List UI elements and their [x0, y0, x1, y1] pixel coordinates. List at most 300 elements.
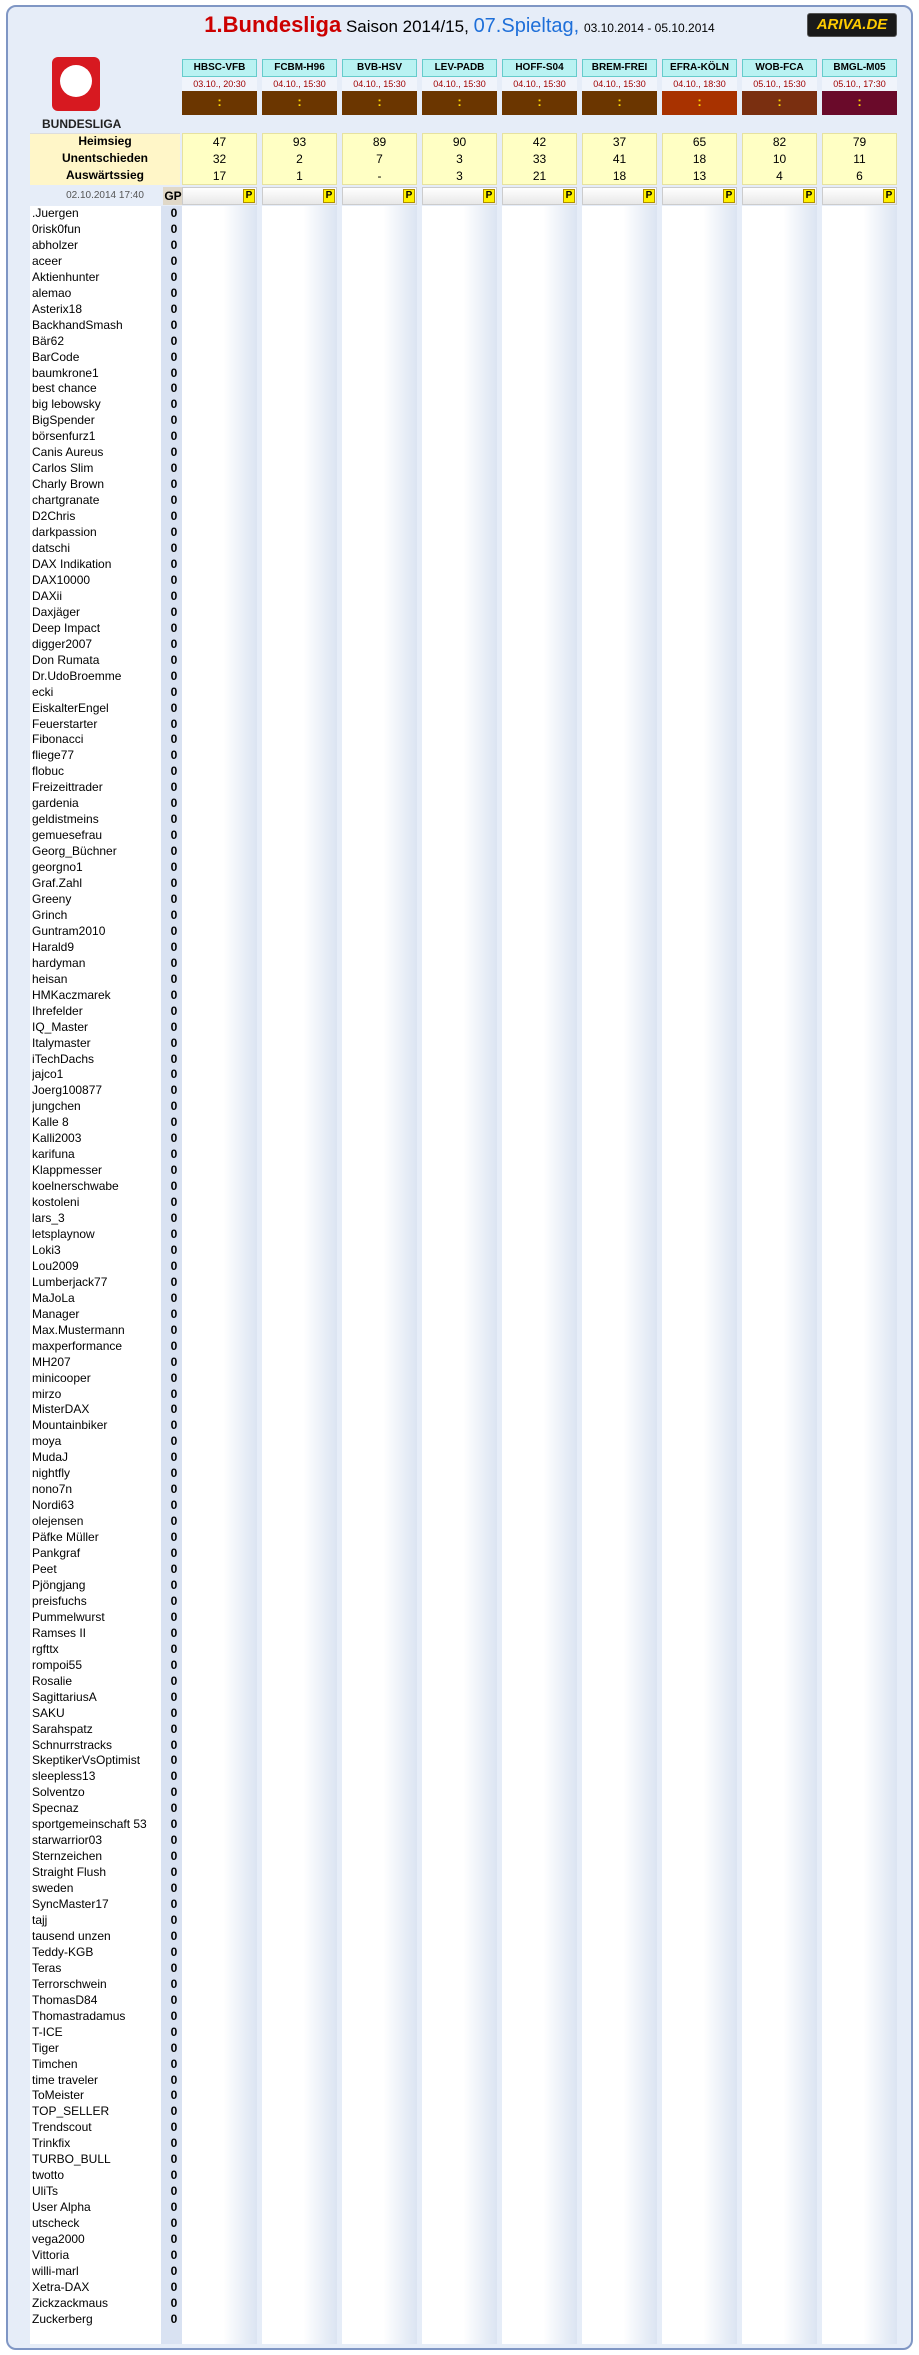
gp-value: 0 — [170, 1083, 178, 1098]
player-name[interactable]: georgno1 — [32, 860, 83, 875]
draw-count: 2 — [296, 152, 303, 166]
gp-value: 0 — [170, 2279, 178, 2294]
match-name[interactable]: FCBM-H96 — [262, 59, 337, 77]
gp-value: 0 — [170, 1546, 178, 1561]
match-header — [742, 59, 817, 127]
gp-value: 0 — [170, 1673, 178, 1688]
player-name[interactable]: flobuc — [32, 764, 65, 779]
gp-value: 0 — [170, 2232, 178, 2247]
draw-count: 3 — [456, 152, 463, 166]
player-name[interactable]: Sternzeichen — [32, 1849, 103, 1864]
gp-value: 0 — [170, 541, 178, 556]
player-name[interactable]: time traveler — [32, 2072, 99, 2087]
player-name[interactable]: gardenia — [32, 796, 79, 811]
match-result: : — [822, 91, 897, 115]
gp-value: 0 — [170, 1402, 178, 1417]
match-result: : — [182, 91, 257, 115]
player-name[interactable]: Bär62 — [32, 333, 65, 348]
player-name[interactable]: sleepless13 — [32, 1769, 96, 1784]
gp-value: 0 — [170, 1258, 178, 1273]
match-header — [822, 59, 897, 127]
gp-value: 0 — [170, 2040, 178, 2055]
gp-value: 0 — [170, 381, 178, 396]
player-name[interactable]: Terrorschwein — [32, 1976, 107, 1991]
player-name[interactable]: baumkrone1 — [32, 365, 99, 380]
match-header — [342, 59, 417, 127]
gp-value: 0 — [170, 1131, 178, 1146]
away-win-count: 3 — [456, 169, 463, 183]
points-icon[interactable]: P — [323, 189, 335, 203]
player-name[interactable]: tausend unzen — [32, 1928, 111, 1943]
player-name[interactable]: Fibonacci — [32, 732, 84, 747]
soccer-ball-icon — [60, 65, 92, 97]
draw-count: 32 — [212, 152, 227, 166]
gp-value: 0 — [170, 1912, 178, 1927]
gp-value: 0 — [170, 477, 178, 492]
gp-value: 0 — [170, 1434, 178, 1449]
gp-value: 0 — [170, 796, 178, 811]
gp-value: 0 — [170, 1211, 178, 1226]
gp-value: 0 — [170, 1897, 178, 1912]
gp-value: 0 — [170, 2120, 178, 2135]
player-name[interactable]: iTechDachs — [32, 1051, 95, 1066]
match-date: 04.10., 15:30 — [422, 77, 497, 91]
gp-value: 0 — [170, 1976, 178, 1991]
gp-value: 0 — [170, 2200, 178, 2215]
player-name[interactable]: DAX10000 — [32, 572, 91, 587]
player-name[interactable]: jajco1 — [32, 1067, 64, 1082]
gp-value: 0 — [170, 509, 178, 524]
player-name[interactable]: Loki3 — [32, 1242, 61, 1257]
player-name[interactable]: ecki — [32, 684, 54, 699]
player-name[interactable]: nono7n — [32, 1482, 73, 1497]
player-name[interactable]: SAKU — [32, 1705, 65, 1720]
gp-value: 0 — [170, 891, 178, 906]
player-name[interactable]: heisan — [32, 971, 68, 986]
gp-value: 0 — [170, 1657, 178, 1672]
player-name[interactable]: preisfuchs — [32, 1593, 87, 1608]
player-name[interactable]: Pummelwurst — [32, 1609, 105, 1624]
player-name[interactable]: rompoi55 — [32, 1657, 83, 1672]
match-header — [262, 59, 337, 127]
player-name[interactable]: digger2007 — [32, 636, 93, 651]
gp-value: 0 — [170, 1944, 178, 1959]
player-name[interactable]: Asterix18 — [32, 301, 83, 316]
player-name[interactable]: datschi — [32, 541, 71, 556]
home-win-count: 42 — [532, 135, 547, 149]
home-win-count: 90 — [452, 135, 467, 149]
gp-value: 0 — [170, 1960, 178, 1975]
player-name[interactable]: Daxjäger — [32, 604, 81, 619]
match-name[interactable]: BREM-FREI — [582, 59, 657, 77]
match-column-bg — [662, 206, 737, 2344]
player-name[interactable]: hardyman — [32, 955, 86, 970]
player-name[interactable]: Kalli2003 — [32, 1131, 82, 1146]
gp-value: 0 — [170, 668, 178, 683]
gp-value: 0 — [170, 1562, 178, 1577]
player-name[interactable]: utscheck — [32, 2216, 80, 2231]
gp-value: 0 — [170, 525, 178, 540]
gp-value: 0 — [170, 333, 178, 348]
gp-value: 0 — [170, 700, 178, 715]
gp-value: 0 — [170, 1514, 178, 1529]
points-header — [182, 187, 257, 205]
player-name[interactable]: Päfke Müller — [32, 1530, 99, 1545]
ariva-logo: ARIVA.DE — [807, 13, 897, 37]
gp-value: 0 — [170, 780, 178, 795]
gp-value: 0 — [170, 1338, 178, 1353]
player-name[interactable]: ToMeister — [32, 2088, 85, 2103]
player-name[interactable]: Freizeittrader — [32, 780, 103, 795]
player-name[interactable]: EiskalterEngel — [32, 700, 109, 715]
gp-value: 0 — [170, 1769, 178, 1784]
match-date: 05.10., 17:30 — [822, 77, 897, 91]
match-column-bg — [262, 206, 337, 2344]
draw-label: Unentschieden — [61, 151, 148, 165]
match-stats — [182, 133, 257, 185]
player-name[interactable]: Canis Aureus — [32, 445, 104, 460]
match-stats — [502, 133, 577, 185]
gp-value: 0 — [170, 1163, 178, 1178]
player-name[interactable]: kostoleni — [32, 1195, 80, 1210]
player-name[interactable]: ThomasD84 — [32, 1992, 98, 2007]
gp-value: 0 — [170, 301, 178, 316]
home-win-count: 89 — [372, 135, 387, 149]
player-name[interactable]: SagittariusA — [32, 1689, 97, 1704]
player-name[interactable]: SkeptikerVsOptimist — [32, 1753, 141, 1768]
points-header — [662, 187, 737, 205]
player-name[interactable]: fliege77 — [32, 748, 75, 763]
gp-value: 0 — [170, 2072, 178, 2087]
player-name[interactable]: Lou2009 — [32, 1258, 79, 1273]
points-header — [422, 187, 497, 205]
player-name[interactable]: chartgranate — [32, 493, 100, 508]
points-icon[interactable]: P — [483, 189, 495, 203]
player-name[interactable]: Pjöngjang — [32, 1577, 86, 1592]
points-icon[interactable]: P — [403, 189, 415, 203]
player-name[interactable]: BarCode — [32, 349, 80, 364]
player-name[interactable]: UliTs — [32, 2184, 58, 2199]
player-name[interactable]: Klappmesser — [32, 1163, 103, 1178]
match-name[interactable]: WOB-FCA — [742, 59, 817, 77]
away-win-label: Auswärtssieg — [65, 168, 145, 182]
match-name[interactable]: BMGL-M05 — [822, 59, 897, 77]
player-name[interactable]: moya — [32, 1434, 62, 1449]
player-name[interactable]: IQ_Master — [32, 1019, 89, 1034]
gp-value: 0 — [170, 572, 178, 587]
player-name[interactable]: geldistmeins — [32, 812, 99, 827]
home-win-count: 65 — [692, 135, 707, 149]
gp-value: 0 — [170, 1179, 178, 1194]
gp-value: 0 — [170, 429, 178, 444]
match-date: 04.10., 18:30 — [662, 77, 737, 91]
player-name[interactable]: 0risk0fun — [32, 221, 81, 236]
player-name[interactable]: MaJoLa — [32, 1290, 75, 1305]
draw-count: 33 — [532, 152, 547, 166]
gp-value: 0 — [170, 971, 178, 986]
gp-value: 0 — [170, 828, 178, 843]
gp-value: 0 — [170, 1721, 178, 1736]
gp-value: 0 — [170, 2168, 178, 2183]
player-name[interactable]: Zuckerberg — [32, 2311, 93, 2326]
home-win-label: Heimsieg — [78, 134, 132, 148]
match-result: : — [582, 91, 657, 115]
player-name[interactable]: Mountainbiker — [32, 1418, 108, 1433]
gp-value: 0 — [170, 732, 178, 747]
player-name[interactable]: Joerg100877 — [32, 1083, 103, 1098]
player-name[interactable]: Specnaz — [32, 1801, 79, 1816]
match-name[interactable]: HOFF-S04 — [502, 59, 577, 77]
player-name[interactable]: Xetra-DAX — [32, 2279, 90, 2294]
points-icon[interactable]: P — [643, 189, 655, 203]
player-name[interactable]: SyncMaster17 — [32, 1897, 109, 1912]
player-name[interactable]: Carlos Slim — [32, 461, 94, 476]
gp-value: 0 — [170, 1498, 178, 1513]
player-name[interactable]: Feuerstarter — [32, 716, 98, 731]
player-name[interactable]: willi-marl — [32, 2263, 79, 2278]
player-name[interactable]: TURBO_BULL — [32, 2152, 111, 2167]
player-name[interactable]: .Juergen — [32, 206, 79, 220]
player-name[interactable]: User Alpha — [32, 2200, 91, 2215]
match-column-bg — [582, 206, 657, 2344]
gp-value: 0 — [170, 253, 178, 268]
match-result: : — [662, 91, 737, 115]
points-icon[interactable]: P — [243, 189, 255, 203]
match-result: : — [422, 91, 497, 115]
player-name[interactable]: Tiger — [32, 2040, 59, 2055]
player-name[interactable]: Don Rumata — [32, 652, 100, 667]
gp-value: 0 — [170, 1833, 178, 1848]
gp-value: 0 — [170, 1306, 178, 1321]
gp-value: 0 — [170, 844, 178, 859]
player-name[interactable]: DAXii — [32, 588, 63, 603]
player-name[interactable]: Solventzo — [32, 1785, 85, 1800]
player-name[interactable]: gemuesefrau — [32, 828, 103, 843]
match-stats — [422, 133, 497, 185]
match-column-bg — [822, 206, 897, 2344]
gp-value: 0 — [170, 1035, 178, 1050]
gp-value: 0 — [170, 1354, 178, 1369]
away-win-count: 13 — [692, 169, 707, 183]
player-name[interactable]: darkpassion — [32, 525, 97, 540]
player-name[interactable]: Aktienhunter — [32, 269, 100, 284]
gp-value: 0 — [170, 2152, 178, 2167]
gp-value: 0 — [170, 1322, 178, 1337]
match-name[interactable]: LEV-PADB — [422, 59, 497, 77]
points-icon[interactable]: P — [883, 189, 895, 203]
away-win-count: 18 — [612, 169, 627, 183]
gp-value: 0 — [170, 237, 178, 252]
player-name[interactable]: minicooper — [32, 1370, 91, 1385]
player-name[interactable]: Schnurrstracks — [32, 1737, 113, 1752]
player-name[interactable]: BackhandSmash — [32, 317, 123, 332]
player-name[interactable]: Kalle 8 — [32, 1115, 69, 1130]
player-name[interactable]: Sarahspatz — [32, 1721, 93, 1736]
player-name[interactable]: aceer — [32, 253, 63, 268]
player-name[interactable]: Straight Flush — [32, 1865, 107, 1880]
player-name[interactable]: sweden — [32, 1881, 74, 1896]
gp-value: 0 — [170, 1450, 178, 1465]
player-name[interactable]: Thomastradamus — [32, 2008, 126, 2023]
player-name[interactable]: rgfttx — [32, 1641, 59, 1656]
player-name[interactable]: Vittoria — [32, 2248, 70, 2262]
player-name[interactable]: Graf.Zahl — [32, 876, 83, 891]
player-name[interactable]: olejensen — [32, 1514, 84, 1529]
away-win-count: 4 — [776, 169, 783, 183]
player-name[interactable]: jungchen — [32, 1099, 81, 1114]
player-name[interactable]: MisterDAX — [32, 1402, 90, 1417]
gp-value: 0 — [170, 1849, 178, 1864]
player-name[interactable]: tajj — [32, 1912, 48, 1927]
match-stats — [582, 133, 657, 185]
player-name[interactable]: T-ICE — [32, 2024, 63, 2039]
match-date: 04.10., 15:30 — [582, 77, 657, 91]
player-name[interactable]: vega2000 — [32, 2232, 85, 2247]
player-name[interactable]: best chance — [32, 381, 97, 396]
points-icon[interactable]: P — [723, 189, 735, 203]
player-name[interactable]: Manager — [32, 1306, 80, 1321]
match-stats — [662, 133, 737, 185]
gp-value: 0 — [170, 2184, 178, 2199]
player-name[interactable]: Deep Impact — [32, 620, 101, 635]
player-name[interactable]: Ihrefelder — [32, 1003, 83, 1018]
player-name[interactable]: Lumberjack77 — [32, 1274, 108, 1289]
player-name[interactable]: Rosalie — [32, 1673, 73, 1688]
gp-value: 0 — [170, 1689, 178, 1704]
gp-value: 0 — [170, 1992, 178, 2007]
gp-value: 0 — [170, 716, 178, 731]
player-name[interactable]: Ramses II — [32, 1625, 87, 1640]
gp-value: 0 — [170, 493, 178, 508]
player-name[interactable]: abholzer — [32, 237, 79, 252]
gp-value: 0 — [170, 349, 178, 364]
player-name[interactable]: TOP_SELLER — [32, 2104, 110, 2119]
player-name[interactable]: börsenfurz1 — [32, 429, 96, 444]
gp-header: GP — [164, 189, 182, 203]
gp-value: 0 — [170, 1147, 178, 1162]
gp-value: 0 — [170, 2008, 178, 2023]
matchday-label: 07.Spieltag, — [473, 15, 580, 37]
draw-count: 7 — [376, 152, 383, 166]
gp-value: 0 — [170, 764, 178, 779]
match-date: 04.10., 15:30 — [342, 77, 417, 91]
match-column-bg — [342, 206, 417, 2344]
page-title — [8, 12, 911, 42]
gp-value: 0 — [170, 2248, 178, 2262]
player-name[interactable]: koelnerschwabe — [32, 1179, 119, 1194]
match-header — [182, 59, 257, 127]
player-name[interactable]: karifuna — [32, 1147, 75, 1162]
player-name[interactable]: alemao — [32, 285, 72, 300]
player-name[interactable]: Teras — [32, 1960, 62, 1975]
gp-value: 0 — [170, 1019, 178, 1034]
player-name[interactable]: DAX Indikation — [32, 556, 112, 571]
league-title: 1.Bundesliga — [204, 12, 342, 37]
player-name[interactable]: Grinch — [32, 907, 68, 922]
player-name[interactable]: Pankgraf — [32, 1546, 81, 1561]
player-name[interactable]: MH207 — [32, 1354, 71, 1369]
player-name[interactable]: HMKaczmarek — [32, 987, 111, 1002]
gp-value: 0 — [170, 1482, 178, 1497]
gp-value: 0 — [170, 1609, 178, 1624]
player-name[interactable]: twotto — [32, 2168, 65, 2183]
gp-value: 0 — [170, 1865, 178, 1880]
player-name[interactable]: Dr.UdoBroemme — [32, 668, 122, 683]
match-date: 05.10., 15:30 — [742, 77, 817, 91]
match-header — [582, 59, 657, 127]
player-name[interactable]: mirzo — [32, 1386, 62, 1401]
gp-value: 0 — [170, 397, 178, 412]
player-name[interactable]: D2Chris — [32, 509, 76, 524]
player-name[interactable]: BigSpender — [32, 413, 95, 428]
gp-value: 0 — [170, 1242, 178, 1257]
away-win-count: 1 — [296, 169, 303, 183]
gp-value: 0 — [170, 1785, 178, 1800]
player-name[interactable]: Nordi63 — [32, 1498, 75, 1513]
player-name[interactable]: Teddy-KGB — [32, 1944, 94, 1959]
player-name[interactable]: Charly Brown — [32, 477, 105, 492]
player-name[interactable]: maxperformance — [32, 1338, 123, 1353]
season-label: Saison 2014/15, — [345, 17, 469, 36]
gp-value: 0 — [170, 2295, 178, 2310]
player-name[interactable]: Italymaster — [32, 1035, 91, 1050]
player-name[interactable]: MudaJ — [32, 1450, 69, 1465]
player-name[interactable]: Trendscout — [32, 2120, 92, 2135]
player-name[interactable]: Zickzackmaus — [32, 2295, 109, 2310]
gp-value: 0 — [170, 1370, 178, 1385]
gp-value: 0 — [170, 2104, 178, 2119]
home-win-count: 47 — [212, 135, 227, 149]
match-column-bg — [502, 206, 577, 2344]
player-name[interactable]: Peet — [32, 1562, 57, 1577]
gp-value: 0 — [170, 2311, 178, 2326]
gp-value: 0 — [170, 1099, 178, 1114]
match-name[interactable]: EFRA-KÖLN — [662, 59, 737, 77]
player-name[interactable]: Guntram2010 — [32, 923, 106, 938]
player-name[interactable]: Greeny — [32, 891, 72, 906]
gp-value: 0 — [170, 269, 178, 284]
player-name[interactable]: Timchen — [32, 2056, 78, 2071]
player-name[interactable]: Georg_Büchner — [32, 844, 117, 859]
match-column-bg — [182, 206, 257, 2344]
player-name[interactable]: letsplaynow — [32, 1227, 95, 1241]
match-name[interactable]: HBSC-VFB — [182, 59, 257, 77]
points-icon[interactable]: P — [563, 189, 575, 203]
away-win-count: 21 — [532, 169, 547, 183]
player-name[interactable]: Max.Mustermann — [32, 1322, 125, 1337]
match-name[interactable]: BVB-HSV — [342, 59, 417, 77]
gp-value: 0 — [170, 876, 178, 891]
points-icon[interactable]: P — [803, 189, 815, 203]
player-name[interactable]: sportgemeinschaft 53 — [32, 1817, 147, 1832]
match-result: : — [262, 91, 337, 115]
player-name[interactable]: lars_3 — [32, 1211, 65, 1226]
gp-value: 0 — [170, 812, 178, 827]
draw-count: 10 — [772, 152, 787, 166]
player-name[interactable]: starwarrior03 — [32, 1833, 103, 1848]
gp-value: 0 — [170, 604, 178, 619]
player-name[interactable]: Harald9 — [32, 939, 75, 954]
gp-value: 0 — [170, 1067, 178, 1082]
gp-value: 0 — [170, 461, 178, 476]
gp-value: 0 — [170, 1290, 178, 1305]
gp-value: 0 — [170, 445, 178, 460]
player-name[interactable]: nightfly — [32, 1466, 71, 1481]
player-name[interactable]: big lebowsky — [32, 397, 101, 412]
gp-value: 0 — [170, 1753, 178, 1768]
match-stats — [742, 133, 817, 185]
player-name[interactable]: Trinkfix — [32, 2136, 71, 2151]
